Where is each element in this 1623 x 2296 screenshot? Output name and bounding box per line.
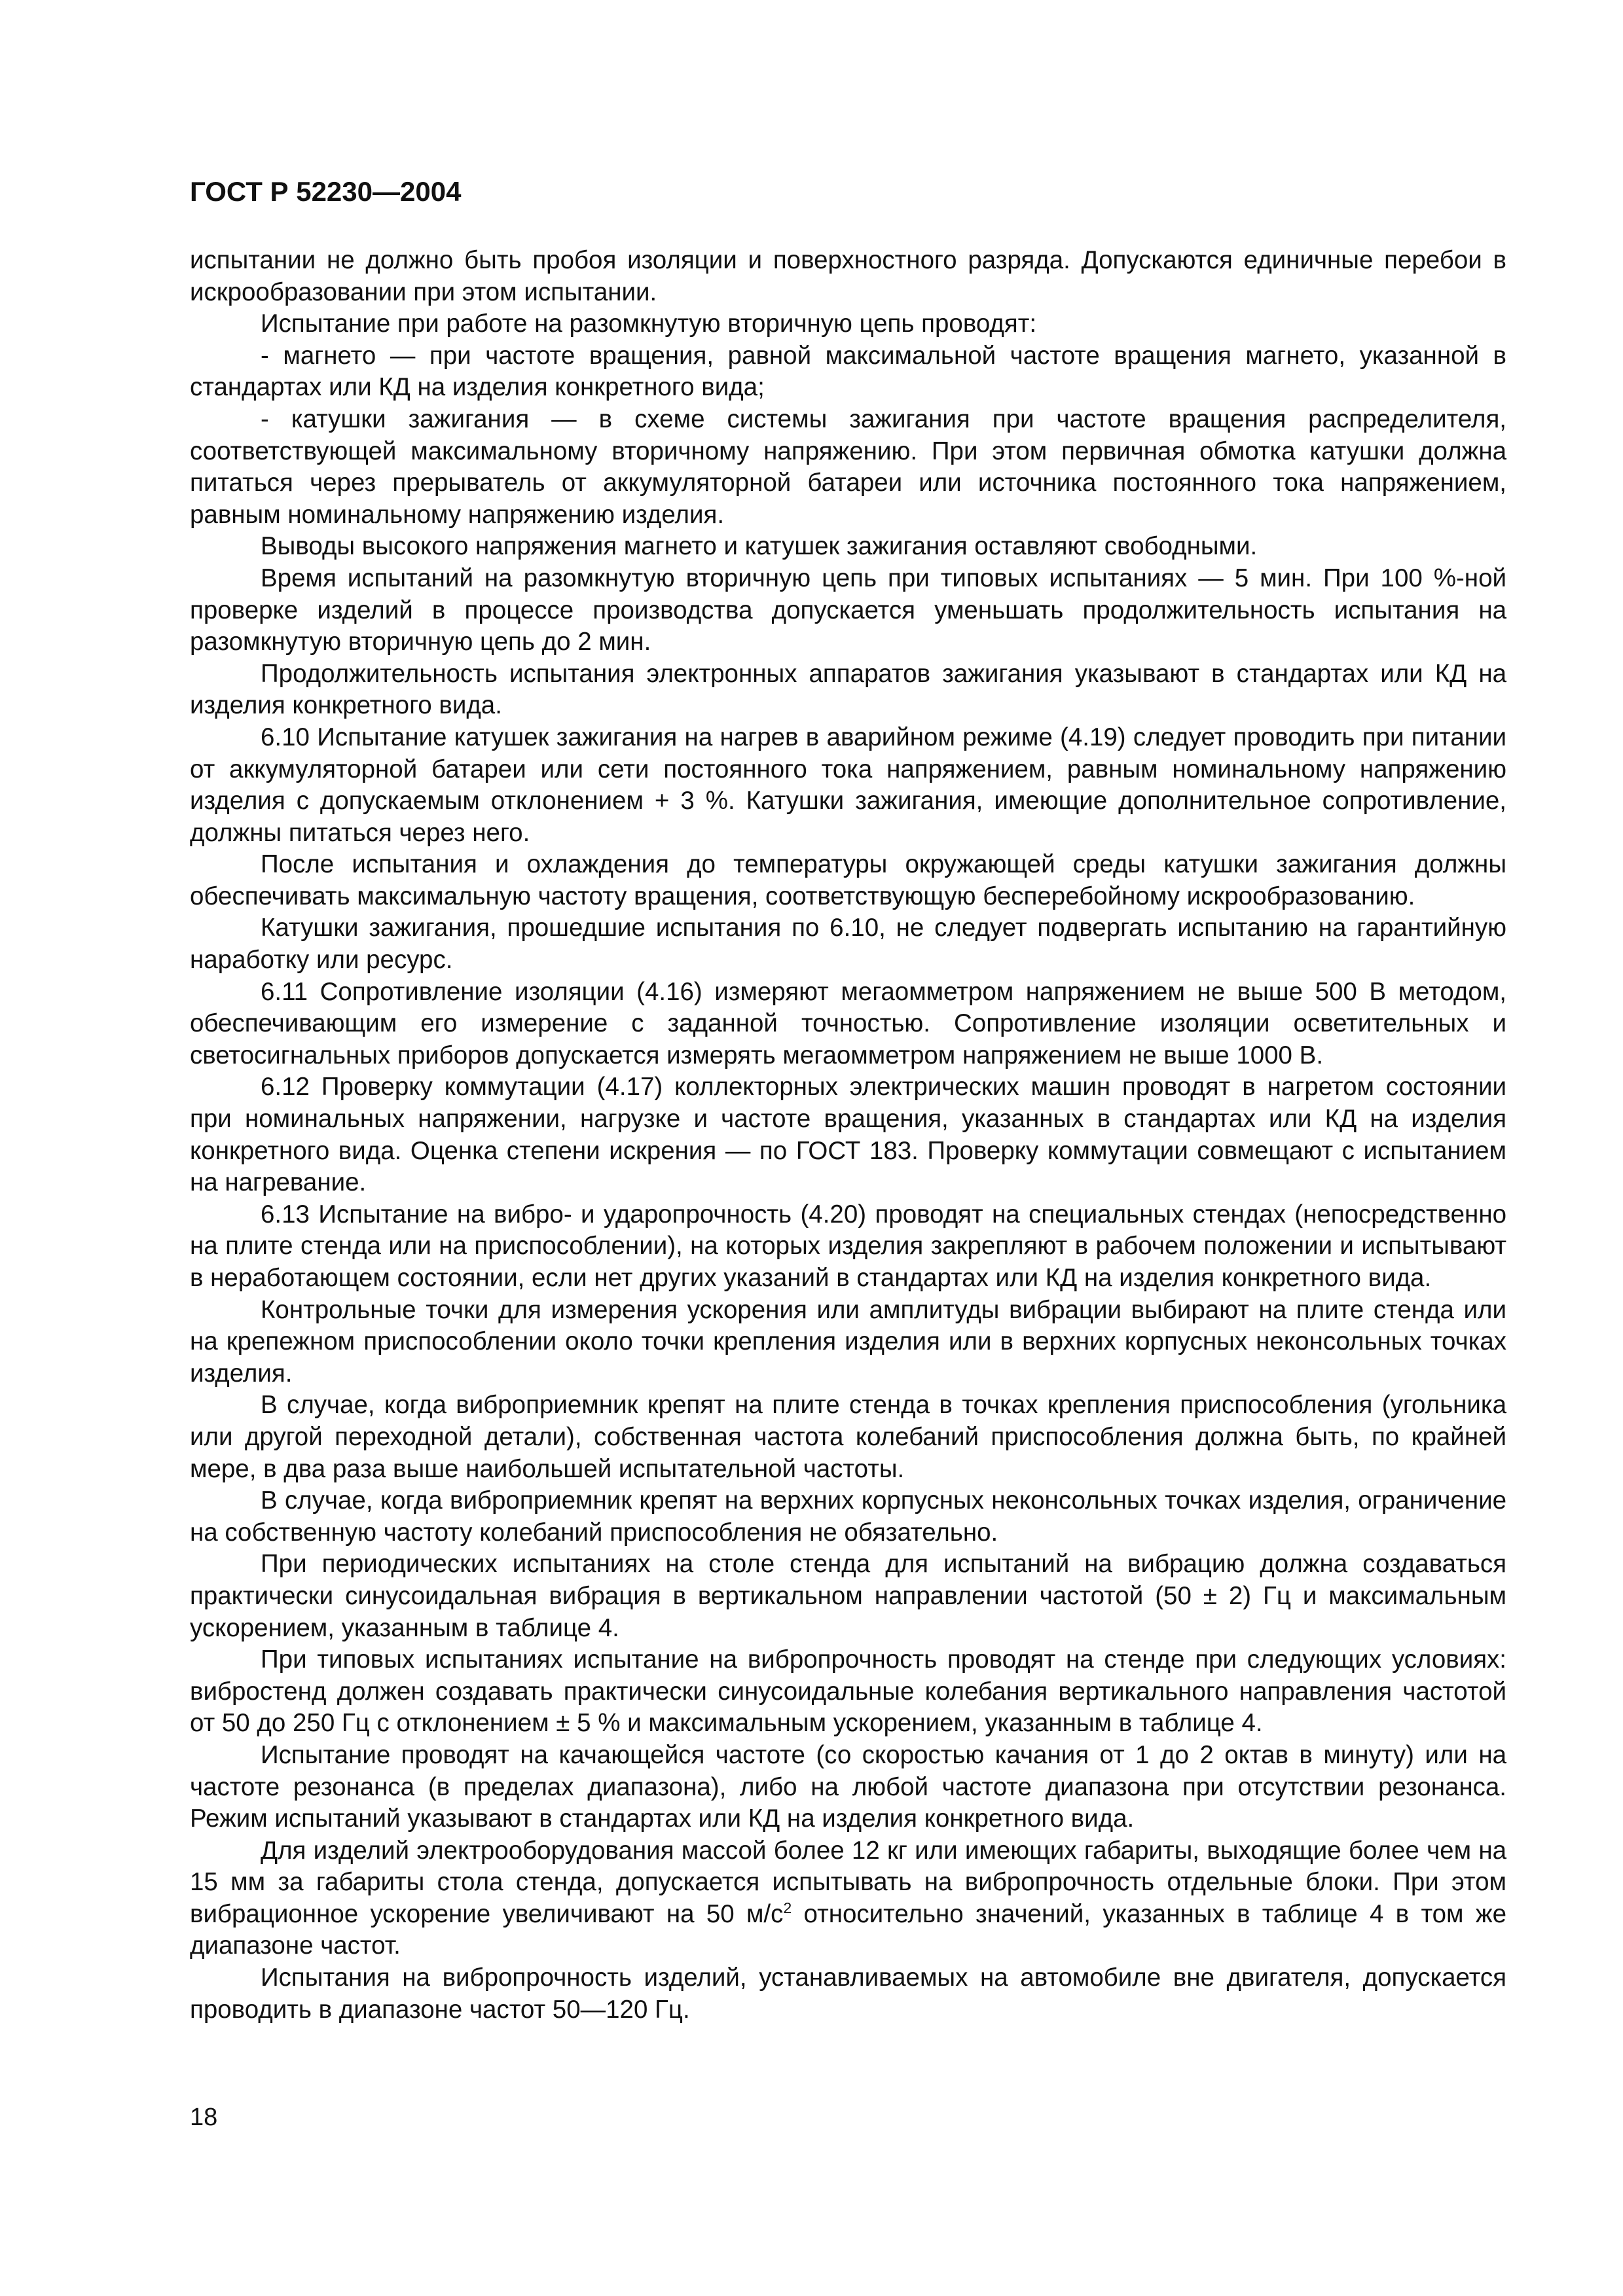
paragraph: Время испытаний на разомкнутую вторичную цепь при типовых испытаниях — 5 мин. При 100 %-ной проверке изделий в процессе производства допускается уменьшать продолжительность испытания на разомкнутую вторичную цепь до 2 мин. <box>190 564 1506 656</box>
paragraph: 6.13 Испытание на вибро- и ударопрочность (4.20) проводят на специальных стендах (непосредственно на плите стенда или на приспособлении), на которых изделия закрепляют в рабочем положении и испытывают в неработающем состоянии, если нет других указаний в стандартах или КД на изделия конкретного вида. <box>190 1200 1506 1292</box>
paragraph: 6.11 Сопротивление изоляции (4.16) измеряют мегаомметром напряжением не выше 500 В методом, обеспечивающим его измерение с заданной точностью. Сопротивление изоляции осветительных и светосигнальных приборов допускается измерять мегаомметром напряжением не выше 1000 В. <box>190 977 1506 1069</box>
paragraph: После испытания и охлаждения до температуры окружающей среды катушки зажигания должны обеспечивать максимальную частоту вращения, соответствующую бесперебойному искрообразованию. <box>190 850 1506 910</box>
document-page <box>190 0 1506 2296</box>
paragraph-text: Для изделий электрооборудования массой более 12 кг или имеющих габариты, выходящие более чем на 15 мм за габариты стола стенда, допускается испытывать на вибропрочность отдельные блоки. При этом вибрационное ускорение увеличивают на 50 м/с <box>190 1836 1506 1928</box>
paragraph: 6.12 Проверку коммутации (4.17) коллекторных электрических машин проводят в нагретом состоянии при номинальных напряжении, нагрузке и частоте вращения, указанных в стандартах или КД на изделия конкретного вида. Оценка степени искрения — по ГОСТ 183. Проверку коммутации совмещают с испытанием на нагревание. <box>190 1073 1506 1197</box>
list-item: - магнето — при частоте вращения, равной максимальной частоте вращения магнето, указанной в стандартах или КД на изделия конкретного вида; <box>190 341 1506 402</box>
page-number: 18 <box>190 2104 218 2131</box>
paragraph: Катушки зажигания, прошедшие испытания по 6.10, не следует подвергать испытанию на гарантийную наработку или ресурс. <box>190 914 1506 975</box>
paragraph: При типовых испытаниях испытание на вибропрочность проводят на стенде при следующих условиях: вибростенд должен создавать практически синусоидальные колебания вертикального направления частотой от 50 до 250 Гц с отклонением ± 5 % и максимальным ускорением, указанным в таблице 4. <box>190 1645 1506 1738</box>
paragraph-text: относительно значений, указанных в таблице 4 в том же диапазоне частот. <box>190 1899 1506 1960</box>
paragraph: 6.10 Испытание катушек зажигания на нагрев в аварийном режиме (4.19) следует проводить при питании от аккумуляторной батареи или сети постоянного тока напряжением, равным номинальному напряжению изделия с допускаемым отклонением + 3 %. Катушки зажигания, имеющие дополнительное сопротивление, должны питаться через него. <box>190 723 1506 847</box>
paragraph: Выводы высокого напряжения магнето и катушек зажигания оставляют свободными. <box>261 532 1258 561</box>
standard-code-header: ГОСТ Р 52230—2004 <box>190 176 462 207</box>
paragraph-acceleration <box>190 1835 1506 1962</box>
paragraph: Испытание проводят на качающейся частоте (со скоростью качания от 1 до 2 октав в минуту) или на частоте резонанса (в пределах диапазона), либо на любой частоте диапазона при отсутствии резонанса. Режим испытаний указывают в стандартах или КД на изделия конкретного вида. <box>190 1740 1506 1833</box>
paragraph: Испытание при работе на разомкнутую вторичную цепь проводят: <box>261 310 1037 338</box>
paragraph: Испытания на вибропрочность изделий, устанавливаемых на автомобиле вне двигателя, допускается проводить в диапазоне частот 50—120 Гц. <box>190 1964 1506 2024</box>
list-item: - катушки зажигания — в схеме системы зажигания при частоте вращения распределителя, соответствующей максимальному вторичному напряжению. При этом первичная обмотка катушки должна питаться через прерыватель от аккумуляторной батареи или источника постоянного тока напряжением, равным номинальному напряжению изделия. <box>190 404 1506 529</box>
superscript: 2 <box>783 1899 792 1917</box>
paragraph: В случае, когда виброприемник крепят на верхних корпусных неконсольных точках изделия, ограничение на собственную частоту колебаний приспособления не обязательно. <box>190 1486 1506 1547</box>
paragraph: Контрольные точки для измерения ускорения или амплитуды вибрации выбирают на плите стенда или на крепежном приспособлении около точки крепления изделия или в верхних корпусных неконсольных точках изделия. <box>190 1295 1506 1388</box>
paragraph: испытании не должно быть пробоя изоляции и поверхностного разряда. Допускаются единичные перебои в искрообразовании при этом испытании. <box>190 246 1506 306</box>
paragraph: При периодических испытаниях на столе стенда для испытаний на вибрацию должна создаваться практически синусоидальная вибрация в вертикальном направлении частотой (50 ± 2) Гц и максимальным ускорением, указанным в таблице 4. <box>190 1550 1506 1642</box>
paragraph: В случае, когда виброприемник крепят на плите стенда в точках крепления приспособления (угольника или другой переходной детали), собственная частота колебаний приспособления должна быть, по крайней мере, в два раза выше наибольшей испытательной частоты. <box>190 1391 1506 1483</box>
paragraph: Продолжительность испытания электронных аппаратов зажигания указывают в стандартах или КД на изделия конкретного вида. <box>190 659 1506 720</box>
document-body <box>190 245 1506 2026</box>
